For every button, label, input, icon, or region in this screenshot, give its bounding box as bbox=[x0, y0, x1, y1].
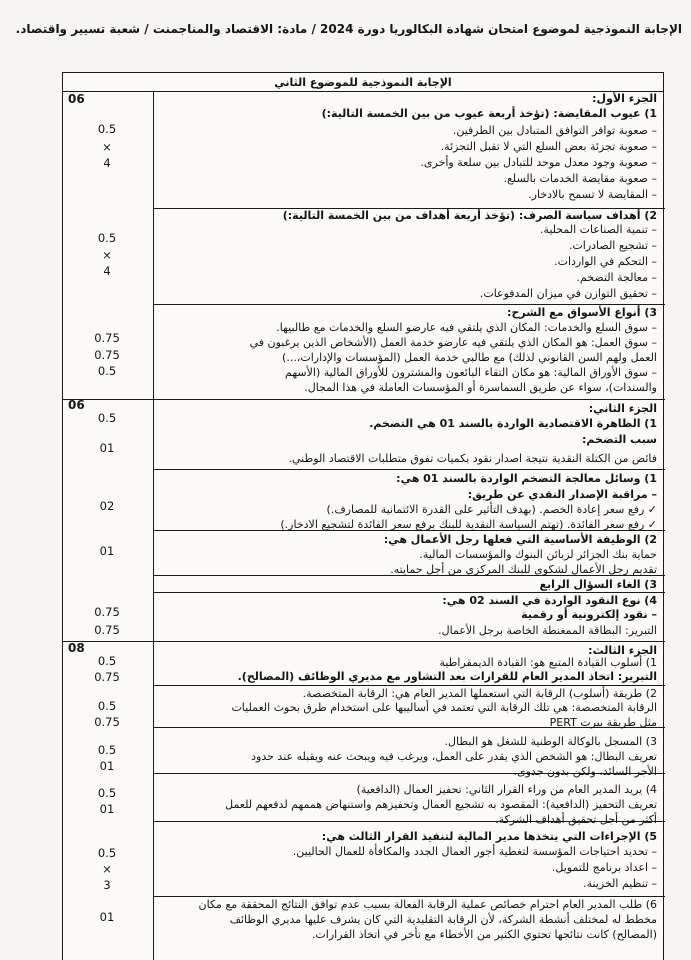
answer-line: – المقايضة لا تسمح بالادخار. bbox=[528, 188, 657, 201]
answer-table bbox=[62, 72, 664, 960]
answer-line: – تشجيع الصادرات. bbox=[568, 239, 657, 252]
cancelled-question: 3) الغاء السؤال الرابع bbox=[539, 578, 657, 591]
part3-total: 08 bbox=[68, 641, 85, 655]
answer-line: – اعداد برنامج للتمويل. bbox=[551, 861, 657, 874]
answer-line: ✓ رفع سعر الفائدة. (تهتم السياسة النقدية للبنك برفع سعر الفائدة لتشجيع الادخار.) bbox=[280, 518, 657, 531]
answer-line: – صعوبة مقايضة الخدمات بالسلع. bbox=[503, 172, 657, 185]
points-value: 0.75 bbox=[94, 348, 120, 362]
answer-line: الأجر السائد، ولكن بدون جدوى. bbox=[513, 765, 657, 778]
answer-line: (المصالح) كانت نتائجها تحتوي الكثير من الأخطاء مع تأخر في اتخاذ القرارات. bbox=[311, 928, 657, 941]
answer-line: – التحكم في الواردات. bbox=[554, 255, 657, 268]
points-value: 0.75 bbox=[94, 670, 120, 684]
points-value: 3 bbox=[103, 878, 111, 892]
answer-line: 1) الظاهرة الاقتصادية الواردة بالسند 01 هي التضخم. bbox=[369, 417, 657, 430]
answer-line: – تنمية الصناعات المحلية. bbox=[539, 223, 657, 236]
row-separator bbox=[153, 592, 665, 593]
points-value: 0.5 bbox=[97, 699, 117, 713]
points-value: 0.75 bbox=[94, 331, 120, 345]
answer-line: فائض من الكتلة النقدية نتيجة اصدار نقود بكميات تفوق متطلبات الاقتصاد الوطني. bbox=[288, 452, 657, 465]
answer-line: ✓ رفع سعر إعادة الخصم. (بهدف التأثير على القدرة الائتمانية للمصارف.) bbox=[326, 503, 657, 516]
answer-line: الرقابة المتخصصة: هي تلك الرقابة التي تعتمد في أساليبها على استخدام طرق بحوث العمليات bbox=[231, 701, 657, 714]
points-value: 01 bbox=[99, 802, 115, 816]
answer-line: التبرير: اتخاذ المدير العام للقرارات بعد التشاور مع مديري الوظائف (المصالح). bbox=[237, 670, 657, 683]
table-title-box bbox=[63, 73, 663, 92]
answer-line: تعريف البطال: هو الشخص الذي يقدر على العمل، ويرغب فيه ويبحث عنه ويقبله عند حدود bbox=[251, 750, 657, 763]
answer-line: – صعوبة تجزئة بعض السلع التي لا تقبل التجزئة. bbox=[440, 140, 657, 153]
row-separator bbox=[153, 896, 665, 897]
question-heading: 5) الإجراءات التي يتخذها مدير المالية لتنفيذ القرار الثالث هي: bbox=[321, 830, 657, 843]
answer-line: 1) أسلوب القيادة المتبع هو: القيادة الديمقراطية bbox=[439, 656, 657, 669]
score-column bbox=[63, 91, 154, 960]
points-value: 0.5 bbox=[97, 743, 117, 757]
answer-line: – تحديد احتياجات المؤسسة لتغطية أجور العمال الجدد والمكافأة للعمال الحاليين. bbox=[292, 845, 657, 858]
points-value: 01 bbox=[99, 544, 115, 558]
question-heading: 2) أهداف سياسة الصرف: (تؤخذ أربعة أهداف من بين الخمسة التالية:) bbox=[282, 209, 657, 222]
answer-line: – صعوبة وجود معدل موحد للتبادل بين سلعة وأخرى. bbox=[420, 156, 657, 169]
points-value: 0.5 bbox=[97, 364, 117, 378]
answer-line: – معالجة التضخم. bbox=[576, 271, 657, 284]
part-heading: الجزء الثاني: bbox=[588, 402, 657, 415]
answer-line: – سوق الأوراق المالية: هو مكان التقاء البائعون والمشترون للأوراق المالية (الأسهم bbox=[285, 366, 657, 379]
answer-line: تعريف التحفيز (الدافعية): المقصود به تشجيع العمال وتحفيزهم واستنهاض هممهم لدفعهم للعمل bbox=[225, 798, 657, 811]
points-value: 01 bbox=[99, 441, 115, 455]
answer-line: سبب التضخم: bbox=[582, 433, 657, 446]
points-multiplier: × bbox=[102, 248, 112, 262]
answer-line: أكثر من أجل تحقيق أهداف الشركة. bbox=[495, 813, 657, 826]
part-divider-1 bbox=[63, 399, 665, 400]
document-header: الإجابة النموذجية لموضوع امتحان شهادة البكالوريا دورة 2024 / مادة: الاقتصاد والمناجمنت / شعبة تسيير واقتصاد. bbox=[15, 22, 682, 36]
answer-line: التبرير: البطاقة الممغنطة الخاصة برجل الأعمال. bbox=[438, 624, 657, 637]
part-heading: الجزء الأول: bbox=[592, 92, 657, 105]
answer-line: 4) يريد المدير العام من وراء القرار الثاني: تحفيز العمال (الدافعية) bbox=[356, 783, 657, 796]
points-value: 0.5 bbox=[97, 231, 117, 245]
answer-line: – نقود إلكترونية أو رقمية bbox=[521, 608, 657, 621]
row-separator bbox=[153, 304, 665, 305]
answer-line: – تحقيق التوازن في ميزان المدفوعات. bbox=[479, 287, 657, 300]
answer-line: 6) طلب المدير العام احترام خصائص عملية الرقابة الفعالة بسبب عدم توافق النتائج المحققة مع مكان bbox=[198, 898, 657, 911]
points-value: 0.5 bbox=[97, 654, 117, 668]
table-title: الإجابة النموذجية للموضوع الثاني bbox=[274, 75, 452, 89]
answer-line: والسندات)، سواء عن طريق السماسرة أو المؤسسات العاملة في هذا المجال. bbox=[304, 381, 657, 394]
row-separator bbox=[153, 685, 665, 686]
points-value: 0.5 bbox=[97, 411, 117, 425]
points-multiplier: × bbox=[102, 140, 112, 154]
answer-line: مخطط له لمختلف أنشطة الشركة، لأن الرقابة التقليدية التي كان يشرف عليها مديري الوظائف bbox=[229, 913, 657, 926]
answer-line: العمل ولهم السن القانوني لذلك) مع طالبي خدمة العمل (المؤسسات والإدارات،...) bbox=[282, 351, 657, 364]
answer-line: مثل طريقة بيرت PERT bbox=[549, 716, 657, 729]
points-value: 4 bbox=[103, 156, 111, 170]
answer-line: – تنظيم الخزينة. bbox=[583, 877, 657, 890]
answer-line: 2) طريقة (أسلوب) الرقابة التي استعملها المدير العام هي: الرقابة المتخصصة. bbox=[302, 687, 657, 700]
answer-line: – سوق السلع والخدمات: المكان الذي يلتقي فيه عارضو السلع والخدمات مع طالبيها. bbox=[276, 321, 657, 334]
question-heading: 1) عيوب المقايضة: (تؤخذ أربعة عيوب من بين الخمسة التالية:) bbox=[321, 107, 657, 120]
answer-line: تقديم رجل الأعمال لشكوى للبنك المركزي من أجل حمايته. bbox=[390, 563, 657, 576]
points-value: 0.5 bbox=[97, 786, 117, 800]
points-value: 0.5 bbox=[97, 846, 117, 860]
answer-line: 3) المسجل بالوكالة الوطنية للشغل هو البطال. bbox=[444, 735, 657, 748]
question-heading: 4) نوع النقود الواردة في السند 02 هي: bbox=[442, 594, 657, 607]
part-divider-2 bbox=[63, 641, 665, 642]
part-heading: الجزء الثالث: bbox=[588, 644, 657, 657]
answer-line: – صعوبة توافر التوافق المتبادل بين الطرفين. bbox=[452, 124, 657, 137]
points-multiplier: × bbox=[102, 862, 112, 876]
answer-line: حماية بنك الجزائر لزبائن البنوك والمؤسسات المالية. bbox=[419, 548, 657, 561]
points-value: 0.75 bbox=[94, 715, 120, 729]
answer-line: – سوق العمل: هو المكان الذي يلتقي فيه عارضو خدمة العمل (الأشخاص الذين يرغبون في bbox=[249, 336, 657, 349]
question-heading: 2) الوظيفة الأساسية التي فعلها رجل الأعمال هي: bbox=[383, 533, 657, 546]
question-heading: 3) أنواع الأسواق مع الشرح: bbox=[507, 306, 657, 319]
points-value: 0.5 bbox=[97, 122, 117, 136]
question-heading: 1) وسائل معالجة التضخم الواردة بالسند 01 هي: bbox=[396, 472, 657, 485]
points-value: 0.75 bbox=[94, 623, 120, 637]
points-value: 01 bbox=[99, 910, 115, 924]
points-value: 4 bbox=[103, 264, 111, 278]
points-value: 0.75 bbox=[94, 605, 120, 619]
points-value: 02 bbox=[99, 499, 115, 513]
row-separator bbox=[153, 469, 665, 470]
points-value: 01 bbox=[99, 759, 115, 773]
answer-line: – مراقبة الإصدار النقدي عن طريق: bbox=[467, 488, 657, 501]
part1-total: 06 bbox=[68, 92, 85, 106]
part2-total: 06 bbox=[68, 398, 85, 412]
